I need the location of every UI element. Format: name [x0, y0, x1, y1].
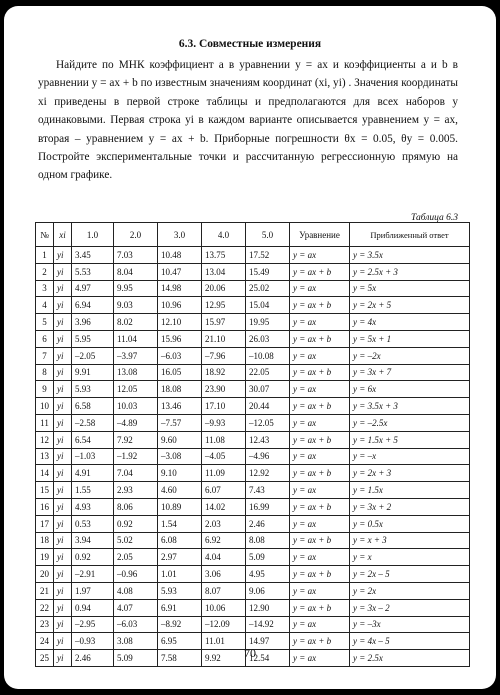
table-cell: yi: [54, 599, 72, 616]
table-cell: y = 1.5x + 5: [350, 431, 470, 448]
table-cell: yi: [54, 364, 72, 381]
table-cell: –14.92: [246, 616, 290, 633]
table-cell: –2.05: [72, 347, 114, 364]
table-cell: yi: [54, 330, 72, 347]
table-cell: y = 0.5x: [350, 515, 470, 532]
table-cell: 20.44: [246, 398, 290, 415]
table-row: [36, 431, 470, 448]
table-cell: 5.93: [72, 381, 114, 398]
table-cell: yi: [54, 347, 72, 364]
table-cell: y = ax + b: [290, 263, 350, 280]
table-cell: 4.04: [202, 549, 246, 566]
table-cell: 10.96: [158, 297, 202, 314]
table-cell: 5.02: [114, 532, 158, 549]
table-cell: 10.03: [114, 398, 158, 415]
table-cell: 12.54: [246, 650, 290, 667]
section-title: 6.3. Совместные измерения: [178, 38, 322, 50]
table-cell: 16.05: [158, 364, 202, 381]
table-cell: 4: [36, 297, 54, 314]
table-cell: y = 4x: [350, 314, 470, 331]
table-cell: yi: [54, 633, 72, 650]
table-cell: y = 3x – 2: [350, 599, 470, 616]
table-cell: –2.95: [72, 616, 114, 633]
table-cell: 6.58: [72, 398, 114, 415]
table-cell: 8.06: [114, 498, 158, 515]
table-cell: y = ax: [290, 582, 350, 599]
table-cell: 1.55: [72, 482, 114, 499]
table-cell: 22.05: [246, 364, 290, 381]
table-cell: 3.94: [72, 532, 114, 549]
table-cell: 0.94: [72, 599, 114, 616]
table-row: [36, 532, 470, 549]
table-cell: –2.91: [72, 566, 114, 583]
table-cell: yi: [54, 515, 72, 532]
table-cell: 13.46: [158, 398, 202, 415]
table-cell: y = ax + b: [290, 465, 350, 482]
table-cell: yi: [54, 414, 72, 431]
table-row: [36, 364, 470, 381]
table-cell: 2.97: [158, 549, 202, 566]
table-cell: –7.96: [202, 347, 246, 364]
table-cell: y = 3.5x: [350, 247, 470, 264]
table-cell: y = 3x + 7: [350, 364, 470, 381]
table-row: [36, 381, 470, 398]
table-cell: y = –3x: [350, 616, 470, 633]
table-cell: y = 2x + 3: [350, 465, 470, 482]
table-cell: yi: [54, 616, 72, 633]
table-cell: 25: [36, 650, 54, 667]
table-cell: yi: [54, 297, 72, 314]
table-cell: 22: [36, 599, 54, 616]
table-cell: 2: [36, 263, 54, 280]
table-cell: yi: [54, 549, 72, 566]
table-cell: 11.01: [202, 633, 246, 650]
table-cell: 13: [36, 448, 54, 465]
table-cell: 10: [36, 398, 54, 415]
table-cell: 17: [36, 515, 54, 532]
table-row: [36, 297, 470, 314]
table-cell: –12.09: [202, 616, 246, 633]
table-cell: y = 3.5x + 3: [350, 398, 470, 415]
table-cell: 1: [36, 247, 54, 264]
table-cell: y = ax + b: [290, 599, 350, 616]
table-cell: 9.60: [158, 431, 202, 448]
table-cell: y = 5x: [350, 280, 470, 297]
table-cell: 7.58: [158, 650, 202, 667]
table-row: [36, 314, 470, 331]
table-cell: 3.96: [72, 314, 114, 331]
table-cell: 6.54: [72, 431, 114, 448]
table-header-row: [36, 223, 470, 247]
table-row: [36, 465, 470, 482]
table-cell: 1.54: [158, 515, 202, 532]
table-body: [36, 247, 470, 667]
table-cell: y = ax: [290, 414, 350, 431]
table-cell: y = 1.5x: [350, 482, 470, 499]
table-cell: 7.03: [114, 247, 158, 264]
table-cell: 0.92: [72, 549, 114, 566]
table-cell: 6.07: [202, 482, 246, 499]
table-cell: 8.04: [114, 263, 158, 280]
table-cell: 19: [36, 549, 54, 566]
table-cell: 2.93: [114, 482, 158, 499]
column-header: 5.0: [246, 223, 290, 247]
table-cell: 13.75: [202, 247, 246, 264]
table-cell: y = ax + b: [290, 532, 350, 549]
table-cell: 14.02: [202, 498, 246, 515]
table-cell: yi: [54, 448, 72, 465]
table-cell: yi: [54, 263, 72, 280]
table-cell: yi: [54, 247, 72, 264]
table-cell: y = 6x: [350, 381, 470, 398]
table-cell: y = 2x + 5: [350, 297, 470, 314]
table-cell: –3.97: [114, 347, 158, 364]
table-cell: 12.10: [158, 314, 202, 331]
table-cell: y = ax: [290, 515, 350, 532]
table-cell: 12.92: [246, 465, 290, 482]
table-cell: 6: [36, 330, 54, 347]
table-cell: 23.90: [202, 381, 246, 398]
table-cell: y = ax + b: [290, 330, 350, 347]
table-cell: 9.92: [202, 650, 246, 667]
table-cell: 5.93: [158, 582, 202, 599]
table-cell: y = ax: [290, 381, 350, 398]
table-cell: y = ax + b: [290, 498, 350, 515]
table-cell: yi: [54, 498, 72, 515]
table-row: [36, 330, 470, 347]
table-cell: y = ax: [290, 549, 350, 566]
table-cell: –4.89: [114, 414, 158, 431]
table-cell: yi: [54, 650, 72, 667]
table-cell: 4.60: [158, 482, 202, 499]
table-cell: 15.04: [246, 297, 290, 314]
table-row: [36, 482, 470, 499]
table-cell: 0.92: [114, 515, 158, 532]
table-row: [36, 347, 470, 364]
table-cell: y = ax: [290, 616, 350, 633]
table-cell: 16.99: [246, 498, 290, 515]
table-cell: 11.04: [114, 330, 158, 347]
table-cell: 12: [36, 431, 54, 448]
table-cell: 3: [36, 280, 54, 297]
table-cell: y = –2.5x: [350, 414, 470, 431]
table-cell: y = ax: [290, 347, 350, 364]
column-header: Уравнение: [290, 223, 350, 247]
table-cell: 6.94: [72, 297, 114, 314]
table-row: [36, 549, 470, 566]
table-cell: y = x: [350, 549, 470, 566]
table-cell: yi: [54, 398, 72, 415]
table-cell: 14.97: [246, 633, 290, 650]
table-row: [36, 398, 470, 415]
table-cell: 15.49: [246, 263, 290, 280]
table-cell: 2.03: [202, 515, 246, 532]
table-cell: 3.08: [114, 633, 158, 650]
table-cell: 1.97: [72, 582, 114, 599]
table-cell: yi: [54, 431, 72, 448]
table-row: [36, 247, 470, 264]
table-cell: 10.47: [158, 263, 202, 280]
table-cell: 2.46: [72, 650, 114, 667]
table-row: [36, 498, 470, 515]
table-cell: yi: [54, 381, 72, 398]
table-cell: 5.53: [72, 263, 114, 280]
table-cell: y = 2.5x + 3: [350, 263, 470, 280]
table-cell: –2.58: [72, 414, 114, 431]
table-cell: 21: [36, 582, 54, 599]
table-row: [36, 515, 470, 532]
table-cell: 4.95: [246, 566, 290, 583]
table-cell: 16: [36, 498, 54, 515]
table-cell: 23: [36, 616, 54, 633]
table-cell: 13.04: [202, 263, 246, 280]
table-cell: 14: [36, 465, 54, 482]
table-cell: 8.07: [202, 582, 246, 599]
table-cell: y = 2x – 5: [350, 566, 470, 583]
table-cell: 6.92: [202, 532, 246, 549]
table-cell: 4.91: [72, 465, 114, 482]
table-cell: yi: [54, 582, 72, 599]
table-cell: 20: [36, 566, 54, 583]
table-cell: yi: [54, 280, 72, 297]
table-cell: 4.93: [72, 498, 114, 515]
table-cell: –8.92: [158, 616, 202, 633]
table-cell: 5: [36, 314, 54, 331]
table-cell: y = 5x + 1: [350, 330, 470, 347]
table-cell: y = ax + b: [290, 431, 350, 448]
table-cell: 0.53: [72, 515, 114, 532]
table-cell: 9.10: [158, 465, 202, 482]
table-cell: yi: [54, 314, 72, 331]
table-cell: –10.08: [246, 347, 290, 364]
table-cell: 7: [36, 347, 54, 364]
table-cell: 5.09: [114, 650, 158, 667]
table-cell: 10.48: [158, 247, 202, 264]
table-row: [36, 263, 470, 280]
table-cell: 19.95: [246, 314, 290, 331]
table-cell: 17.10: [202, 398, 246, 415]
table-cell: 12.90: [246, 599, 290, 616]
table-cell: y = ax: [290, 650, 350, 667]
table-cell: 4.08: [114, 582, 158, 599]
table-cell: 2.05: [114, 549, 158, 566]
table-cell: y = –x: [350, 448, 470, 465]
column-header: Приближенный ответ: [350, 223, 470, 247]
table-cell: 12.43: [246, 431, 290, 448]
table-cell: 11.08: [202, 431, 246, 448]
table-cell: y = ax + b: [290, 633, 350, 650]
table-cell: 14.98: [158, 280, 202, 297]
table-cell: –6.03: [158, 347, 202, 364]
table-cell: y = 3x + 2: [350, 498, 470, 515]
table-cell: 13.08: [114, 364, 158, 381]
data-table: [35, 222, 470, 667]
table-cell: 9.06: [246, 582, 290, 599]
table-cell: 26.03: [246, 330, 290, 347]
table-cell: 18.92: [202, 364, 246, 381]
table-cell: –0.96: [114, 566, 158, 583]
table-cell: y = 4x – 5: [350, 633, 470, 650]
table-caption: Таблица 6.3: [411, 213, 458, 223]
table-cell: –9.93: [202, 414, 246, 431]
table-row: [36, 448, 470, 465]
table-cell: 4.97: [72, 280, 114, 297]
table-cell: 8.02: [114, 314, 158, 331]
table-cell: yi: [54, 482, 72, 499]
table-cell: 18.08: [158, 381, 202, 398]
table-cell: 5.09: [246, 549, 290, 566]
table-cell: 15: [36, 482, 54, 499]
table-cell: y = ax: [290, 247, 350, 264]
table-cell: –12.05: [246, 414, 290, 431]
table-cell: y = ax + b: [290, 364, 350, 381]
table-cell: yi: [54, 532, 72, 549]
table-cell: 6.95: [158, 633, 202, 650]
table-cell: 12.05: [114, 381, 158, 398]
table-cell: y = ax + b: [290, 398, 350, 415]
table-cell: 7.04: [114, 465, 158, 482]
column-header: 4.0: [202, 223, 246, 247]
table-cell: 15.96: [158, 330, 202, 347]
column-header: 3.0: [158, 223, 202, 247]
table-cell: y = ax: [290, 482, 350, 499]
table-cell: y = –2x: [350, 347, 470, 364]
table-cell: 4.07: [114, 599, 158, 616]
table-cell: y = ax + b: [290, 566, 350, 583]
table-row: [36, 414, 470, 431]
table-cell: 3.45: [72, 247, 114, 264]
table-cell: 30.07: [246, 381, 290, 398]
table-cell: –1.92: [114, 448, 158, 465]
table-row: [36, 566, 470, 583]
table-cell: –4.96: [246, 448, 290, 465]
table-cell: 9: [36, 381, 54, 398]
table-cell: y = ax + b: [290, 297, 350, 314]
table-cell: 8.08: [246, 532, 290, 549]
table-cell: 9.91: [72, 364, 114, 381]
table-cell: y = ax: [290, 280, 350, 297]
column-header: 2.0: [114, 223, 158, 247]
table-cell: 6.91: [158, 599, 202, 616]
page-number: 70: [244, 646, 256, 660]
table-cell: y = ax: [290, 448, 350, 465]
table-cell: 17.52: [246, 247, 290, 264]
table-cell: 10.89: [158, 498, 202, 515]
column-header: №: [36, 223, 54, 247]
table-cell: 5.95: [72, 330, 114, 347]
table-cell: 9.95: [114, 280, 158, 297]
table-cell: 12.95: [202, 297, 246, 314]
table-cell: –1.03: [72, 448, 114, 465]
table-cell: yi: [54, 566, 72, 583]
table-cell: 7.92: [114, 431, 158, 448]
table-cell: 9.03: [114, 297, 158, 314]
table-cell: 21.10: [202, 330, 246, 347]
column-header: 1.0: [72, 223, 114, 247]
table-cell: 15.97: [202, 314, 246, 331]
table-cell: 6.08: [158, 532, 202, 549]
table-cell: 25.02: [246, 280, 290, 297]
table-cell: y = 2.5x: [350, 650, 470, 667]
table-cell: 3.06: [202, 566, 246, 583]
document-page: [4, 6, 496, 689]
table-cell: –4.05: [202, 448, 246, 465]
table-cell: y = x + 3: [350, 532, 470, 549]
table-row: [36, 582, 470, 599]
table-cell: 11.09: [202, 465, 246, 482]
table-cell: 8: [36, 364, 54, 381]
table-cell: 10.06: [202, 599, 246, 616]
table-cell: y = ax: [290, 314, 350, 331]
table-cell: 2.46: [246, 515, 290, 532]
task-text: Найдите по МНК коэффициент a в уравнении y = ax и коэффициенты a и b в уравнении y = ax + b по известным значениям координат (xi, yi) . Значения координаты xi приведены в первой строке таблицы и предполагаются для всех наборов y одинаковыми. Первая строка yi в каждом варианте описывается уравнением y = ax, вторая – уравнением y = ax + b. Приборные погрешности θx = 0.05, θy = 0.005. Постройте экспериментальные точки и рассчитанную регрессионную прямую на одном графике.: [38, 59, 458, 182]
table-cell: 18: [36, 532, 54, 549]
table-cell: –7.57: [158, 414, 202, 431]
table-cell: 11: [36, 414, 54, 431]
table-cell: 1.01: [158, 566, 202, 583]
table-row: [36, 599, 470, 616]
task-paragraph: [38, 56, 458, 185]
table-row: [36, 280, 470, 297]
table-cell: –0.93: [72, 633, 114, 650]
table-cell: 24: [36, 633, 54, 650]
table-cell: 7.43: [246, 482, 290, 499]
table-cell: –3.08: [158, 448, 202, 465]
table-cell: –6.03: [114, 616, 158, 633]
table-cell: y = 2x: [350, 582, 470, 599]
column-header: xi: [54, 223, 72, 247]
table-cell: 20.06: [202, 280, 246, 297]
table-row: [36, 616, 470, 633]
table-cell: yi: [54, 465, 72, 482]
